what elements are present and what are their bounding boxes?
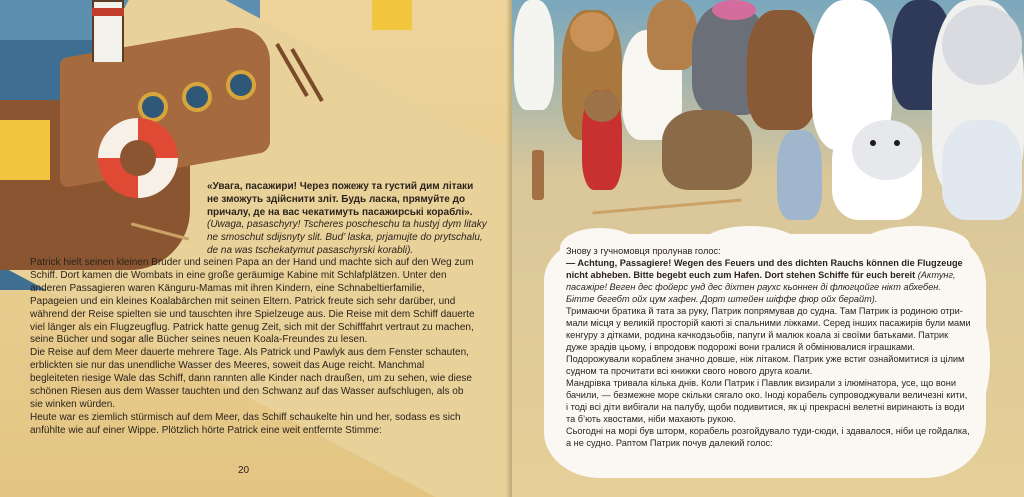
flag-icon xyxy=(372,0,412,30)
paragraph: Тримаючи братика й тата за руку, Патрик попрямував до судна. Там Патрик із родиною отримали місця у великій просторій каюті зі спальними ліжками. Серед інших пасажирів були мами кенгуру з дітками, родина качкодзьобів, папуги й малюк коала зі своїми батьками. Патрик дуже зрадів цьому, і впродовж подорожі вони гралися й обмінювалися іграшками. xyxy=(566,306,971,352)
wombat-head xyxy=(584,90,620,122)
koala-head xyxy=(942,5,1022,85)
quote-bold-text: «Увага, пасажири! Через пожежу та густий дим літаки не зможуть здійснити зліт. Будь ласка, прямуйте до причалу, де на вас чекатимуть пасажирські кораблі». xyxy=(207,181,474,218)
koala-head xyxy=(852,120,922,180)
koala-child-figure xyxy=(777,130,822,220)
paragraph: Мандрівка тривала кілька днів. Коли Патрик і Павлик визирали з ілюмінатора, усе, що вони бачили, — безмежне море скільки сягало око. Іноді корабель супроводжували величезні кити, і тоді всі діти вибігали на палубу, щоби подивитися, як ці прекрасні велетні виринають із води та б’ють хвостами, ніби махають рукою. xyxy=(566,378,968,424)
lifebuoy-hole xyxy=(120,140,156,176)
hat-icon xyxy=(712,0,756,20)
announcement-quote xyxy=(207,181,487,258)
left-page xyxy=(0,0,510,497)
porthole-icon xyxy=(226,70,256,100)
paragraph: Patrick hielt seinen kleinen Bruder und seinen Papa an der Hand und machte sich auf den Weg zum Schiff. Dort kamen die Wombats in eine große geräumige Kabine mit Schlafplätzen. Unter den anderen Passagieren waren Känguru-Mamas mit ihren Kindern, eine Schnabeltierfamilie, Papageien und ein kleines Koalabärchen mit seinen Eltern. Patrick freute sich sehr darüber, und während der Reise spielten sie und tauschten ihre Spielzeuge aus. Die Reise mit dem Schiff dauerte viel länger als ein Flugzeugflug. Patrick hatte genug Zeit, sich mit der Schifffahrt vertraut zu machen, seine Bücher und sogar alle Bücher seines neuen Koala-Freundes zu lesen. xyxy=(30,257,475,346)
platypus-figure xyxy=(747,10,817,130)
flag-icon xyxy=(0,120,50,180)
page-number: 20 xyxy=(238,465,250,476)
eye-icon xyxy=(870,140,876,146)
dock-post xyxy=(532,150,544,200)
right-body-text xyxy=(566,245,971,449)
paragraph: Знову з гучномовця пролунав голос: xyxy=(566,246,721,256)
paragraph: Подорожували кораблем значно довше, ніж літаком. Патрик уже встиг ознайомитися із цілим судном та прочитати всі книжки свого нового друга коали. xyxy=(566,354,965,376)
rope xyxy=(592,198,742,214)
kangaroo-head xyxy=(570,12,614,52)
announcement-transliteration: (Актунг, пасажіре! Веген дес фойерс унд дес діхтен раухс кьоннен ді флюгцойге нікт абхебен. Бітте бегебт ойх цум хафен. Дорт штейен шіффе фюр ойх берайт). xyxy=(566,270,956,304)
chimney-band xyxy=(92,8,124,16)
paragraph: Heute war es ziemlich stürmisch auf dem Meer, das Schiff schaukelte hin und her, sodass es sich anfühlte wie auf einer Wippe. Plötzlich hörte Patrick eine weit entfernte Stimme: xyxy=(30,411,461,436)
koala-shirt xyxy=(942,120,1022,220)
announcement-german: — Achtung, Passagiere! Wegen des Feuers und des dichten Rauchs können die Flugzeuge nicht abheben. Bitte begebt euch zum Hafen. Dort stehen Schiffe für euch bereit xyxy=(566,258,963,280)
paragraph: Сьогодні на морі був шторм, корабель розгойдувало туди-сюди, і здавалося, ніби це гойдалка, а не судно. Раптом Патрик почув далекий голос: xyxy=(566,426,970,448)
quote-transliteration: (Uwaga, pasaschyry! Tscheres poscheschu ta hustyj dym litaky ne smoschut sdijsnyty slit. Bud’ laska, prjamujte do prytschalu, de na was tschekatymut pasaschyrski korabli). xyxy=(207,219,487,256)
armadillo-figure xyxy=(662,110,752,190)
eye-icon xyxy=(894,140,900,146)
left-body-text xyxy=(30,257,475,438)
kangaroo-figure xyxy=(647,0,697,70)
passenger-figure xyxy=(514,0,554,110)
cloud-bump xyxy=(620,448,880,478)
porthole-icon xyxy=(182,82,212,112)
paragraph: Die Reise auf dem Meer dauerte mehrere Tage. Als Patrick und Pawlyk aus dem Fenster schauten, erblickten sie nur das unendliche Wasser des Meeres, soweit das Auge reicht. Manchmal begleiteten riesige Wale das Schiff, dann rannten alle Kinder nach draußen, um zu sehen, wie diese schönen Riesen aus dem Wasser tauchten und den Schwanz auf das Wasser aufschlugen, als ob sie winken würden. xyxy=(30,347,472,410)
